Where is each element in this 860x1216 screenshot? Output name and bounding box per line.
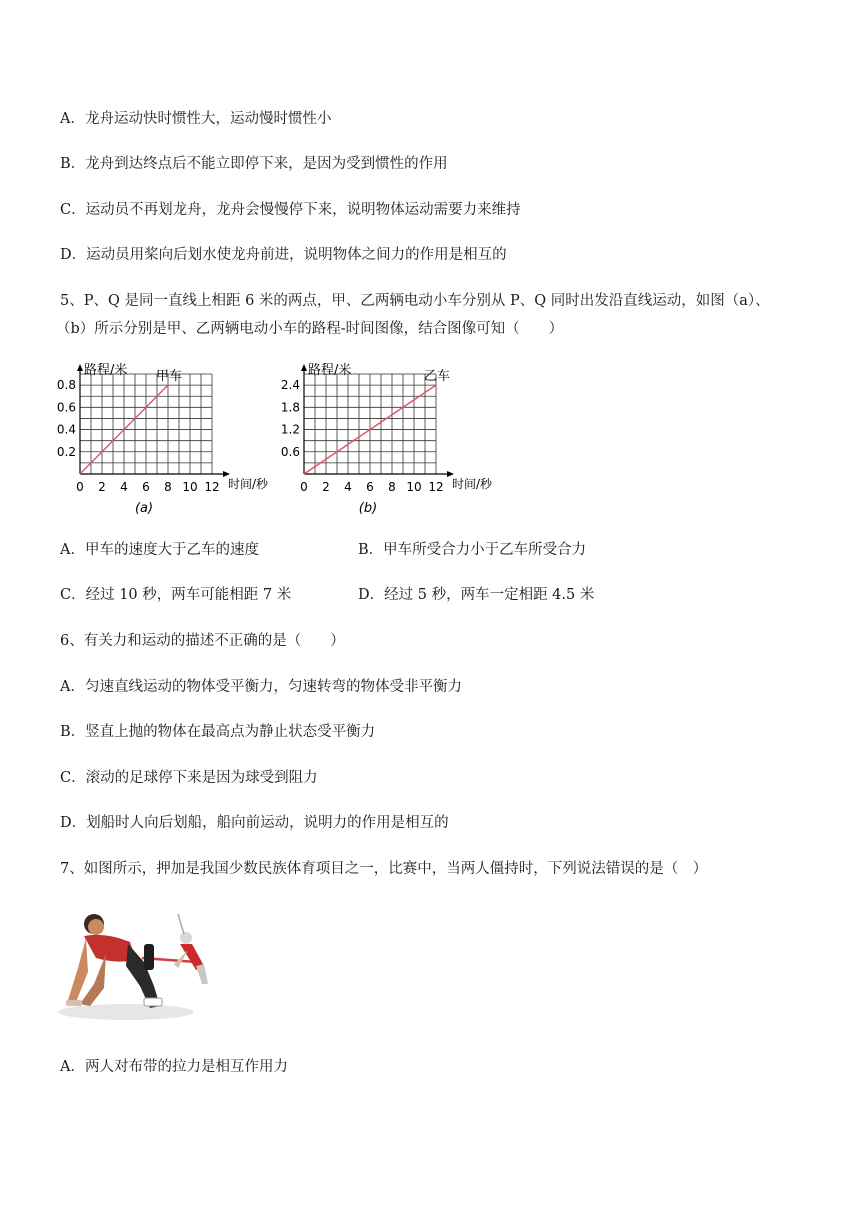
- y-tick-label: 1.8: [280, 400, 300, 415]
- x-tick-label: 8: [164, 480, 172, 494]
- x-tick-label: 4: [344, 480, 352, 494]
- x-tick-label: 2: [98, 480, 106, 494]
- q7-option-a: A．两人对布带的拉力是相互作用力: [60, 1059, 288, 1075]
- chart-a: [56, 360, 296, 524]
- y-axis-label: 路程/米: [84, 363, 128, 378]
- q7-stem: 7、如图所示，押加是我国少数民族体育项目之一，比赛中，当两人僵持时，下列说法错误的是（ ）: [60, 861, 708, 877]
- q4-option-a: A．龙舟运动快时惯性大，运动慢时惯性小: [60, 111, 332, 127]
- x-tick-label: 10: [406, 480, 422, 494]
- y-tick-label: 2.4: [280, 378, 300, 393]
- q6-option-d: D．划船时人向后划船，船向前运动，说明力的作用是相互的: [60, 815, 449, 831]
- y-tick-label: 0.6: [56, 400, 76, 415]
- q5-stem-line2: （b）所示分别是甲、乙两辆电动小车的路程-时间图像，结合图像可知（ ）: [56, 321, 564, 337]
- chart-caption: (a): [134, 501, 154, 516]
- x-tick-label: 4: [120, 480, 128, 494]
- series-label: 乙车: [424, 369, 451, 385]
- x-tick-label: 0: [300, 480, 308, 494]
- y-tick-label: 0.4: [56, 422, 76, 437]
- q4-option-c: C．运动员不再划龙舟，龙舟会慢慢停下来，说明物体运动需要力来维持: [60, 202, 521, 218]
- q6-stem: 6、有关力和运动的描述不正确的是（ ）: [60, 633, 345, 649]
- y-axis-arrow: [301, 364, 307, 371]
- series-label: 甲车: [156, 369, 183, 385]
- q4-option-d: D．运动员用桨向后划水使龙舟前进，说明物体之间力的作用是相互的: [60, 247, 507, 263]
- x-axis-label: 时间/秒: [228, 477, 269, 491]
- q6-option-c: C．滚动的足球停下来是因为球受到阻力: [60, 770, 318, 786]
- y-axis-arrow: [77, 364, 83, 371]
- q5-option-c: C．经过 10 秒，两车可能相距 7 米: [60, 587, 292, 603]
- x-tick-label: 12: [204, 480, 220, 494]
- chart-a-svg: [56, 360, 296, 520]
- q6-option-a: A．匀速直线运动的物体受平衡力，匀速转弯的物体受非平衡力: [60, 679, 462, 695]
- q6-option-b: B．竖直上抛的物体在最高点为静止状态受平衡力: [60, 724, 376, 740]
- y-tick-label: 0.2: [56, 444, 76, 459]
- y-tick-label: 0.6: [280, 444, 300, 459]
- x-axis-label: 时间/秒: [452, 477, 493, 491]
- q5-option-a: A．甲车的速度大于乙车的速度: [60, 542, 259, 558]
- chart-caption: (b): [358, 501, 378, 516]
- q4-option-b: B．龙舟到达终点后不能立即停下来，是因为受到惯性的作用: [60, 156, 448, 172]
- y-tick-label: 0.8: [56, 378, 76, 393]
- q5-stem-line1: 5、P、Q 是同一直线上相距 6 米的两点，甲、乙两辆电动小车分别从 P、Q 同时出发沿直线运动，如图（a）、: [60, 293, 770, 309]
- q5-option-b: B．甲车所受合力小于乙车所受合力: [358, 542, 587, 558]
- chart-b-svg: [280, 360, 520, 520]
- x-tick-label: 8: [388, 480, 396, 494]
- x-tick-label: 0: [76, 480, 84, 494]
- tug-of-war-photo: [56, 904, 216, 1022]
- x-tick-label: 6: [142, 480, 150, 494]
- x-tick-label: 6: [366, 480, 374, 494]
- x-tick-label: 10: [182, 480, 198, 494]
- x-tick-label: 12: [428, 480, 444, 494]
- y-tick-label: 1.2: [280, 422, 300, 437]
- q5-option-d: D．经过 5 秒，两车一定相距 4.5 米: [358, 587, 595, 603]
- chart-b: [280, 360, 520, 524]
- x-tick-label: 2: [322, 480, 330, 494]
- y-axis-label: 路程/米: [308, 363, 352, 378]
